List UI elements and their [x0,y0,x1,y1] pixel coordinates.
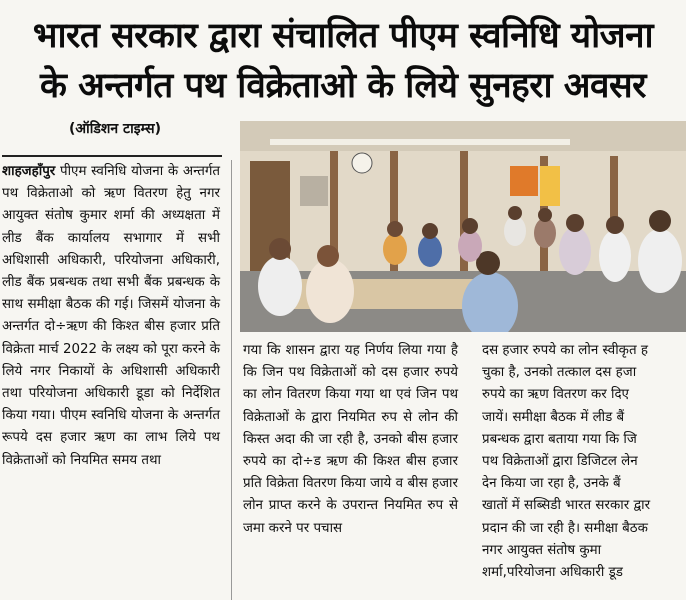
column-1-text: पीएम स्वनिधि योजना के अन्तर्गत पथ विक्रेताओ को ऋण वितरण हेतु नगर आयुक्त संतोष कुमार शर्मा की अध्यक्षता में लीड बैंक कार्यालय सभागार में सभी अधिशासी अधिकारी, परियोजना अधिकारी, लीड बैंक प्रबन्धक तथा सभी बैंक प्रबन्धक के साथ समीक्षा बैठक की गई। जिसमें योजना के अन्तर्गत दो÷ऋण की किश्त बीस हजार प्रति विक्रेता मार्च 2022 के लक्ष्य को पूरा करने के लिये नगर निकायों के अधिशासी अधिकारी तथा परियोजना अधिकारी डूडा को निर्देशित किया गया। पीएम स्वनिधि योजना के अन्तर्गत रूपये दस हजार ऋण का लाभ लिये पथ विक्रेताओं को नियमित समय तथा [2,164,220,468]
article-column-1 [2,161,220,472]
column-3-line: जायें। समीक्षा बैठक में लीड बैं [482,409,625,425]
column-rule-horizontal [2,155,222,157]
column-3-line: देन किया जा रहा है, उनके बैं [482,476,621,492]
column-3-line: प्रदान की जा रही है। समीक्षा बैठक [482,520,648,536]
article-column-2 [243,340,458,540]
meeting-photo [240,121,686,332]
column-3-line: पथ विक्रेताओं द्वारा डिजिटल लेन [482,454,638,470]
column-3-line: नगर आयुक्त संतोष कुमा [482,542,602,558]
column-3-line: खातों में सब्सिडी भारत सरकार द्वार [482,498,651,514]
column-3-line: शर्मा,परियोजना अधिकारी डूड [482,565,623,581]
column-3-line: प्रबन्धक द्वारा बताया गया कि जि [482,431,637,447]
byline: (ऑडिशन टाइम्स) [69,121,161,137]
column-3-line: रुपये का ऋण वितरण कर दिए [482,387,629,403]
meeting-photo-icon [240,121,686,332]
column-3-line: चुका है, उनको तत्काल दस हजा [482,365,637,381]
column-3-line: दस हजार रुपये का लोन स्वीकृत ह [482,343,648,358]
headline-line-2: के अन्तर्गत पथ विक्रेताओ के लिये सुनहरा अवसर [40,66,646,106]
column-2-text: गया कि शासन द्वारा यह निर्णय लिया गया है कि जिन पथ विक्रेताओं को दस हजार रुपये का लोन वितरण किया गया था एवं जिन पथ विक्रेताओं के द्वारा नियमित रुप से लोन की किस्त अदा की जा रही है, उनको बीस हजार रुपये का दो÷ड ऋण की किश्त बीस हजार प्रति विक्रेता वितरण किया जाये व बीस हजार लोन प्राप्त करने के उपरान्त नियमित रुप से जमा करने पर पचास [243,343,458,536]
article-column-3 [482,340,686,584]
dateline: शाहजहाँपुर [2,164,56,179]
headline-line-1: भारत सरकार द्वारा संचालित पीएम स्वनिधि योजना [32,16,654,56]
column-rule-vertical [231,160,232,600]
